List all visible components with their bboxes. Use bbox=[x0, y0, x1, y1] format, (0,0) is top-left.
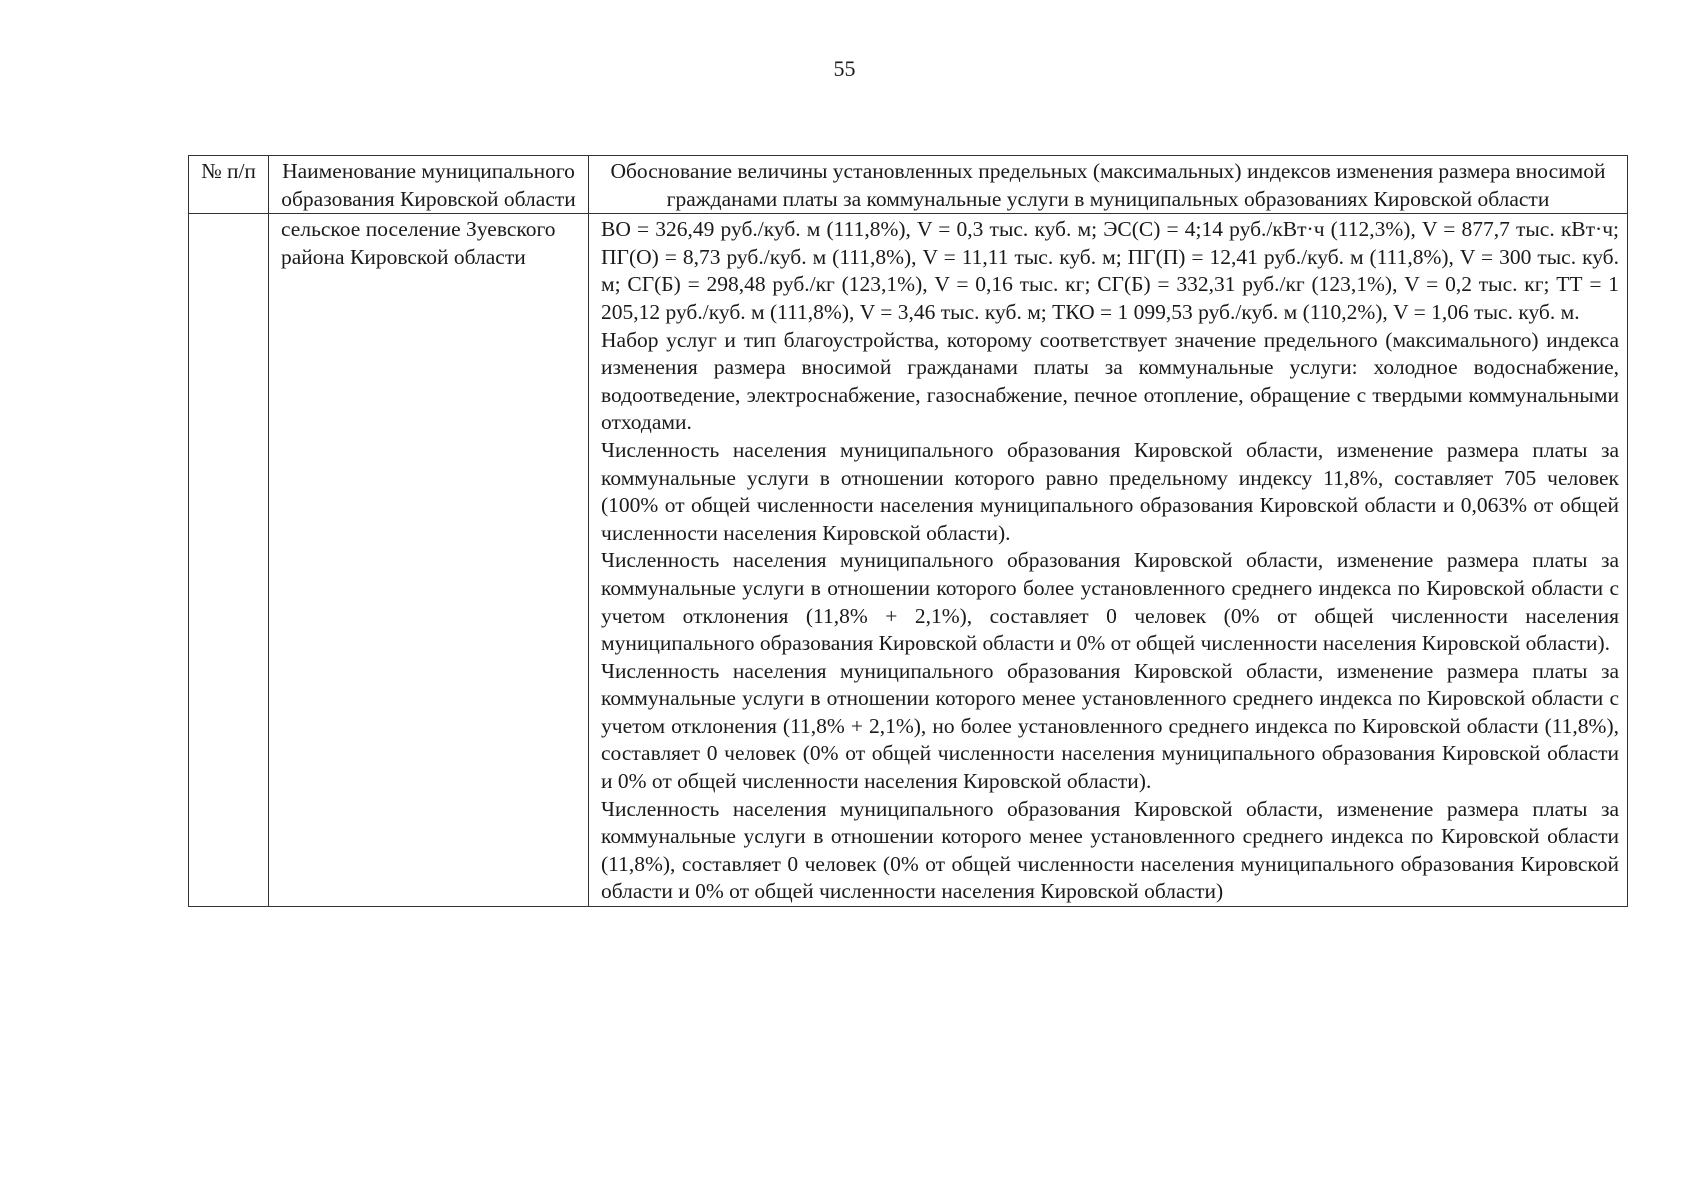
population-below-average-paragraph: Численность населения муниципального образования Кировской области, изменение размера платы за коммунальные услуги в отношении которого менее установленного среднего индекса по Кировской области (11,8%), составляет 0 человек (0% от общей численности населения муниципального образования Кировской области и 0% от общей численности населения Кировской области) bbox=[601, 796, 1619, 904]
table-row bbox=[189, 214, 1628, 907]
services-set-paragraph: Набор услуг и тип благоустройства, которому соответствует значение предельного (максимального) индекса изменения размера вносимой гражданами платы за коммунальные услуги: холодное водоснабжение, водоотведение, электроснабжение, газоснабжение, печное отопление, обращение с твердыми коммунальными отходами. bbox=[601, 327, 1619, 435]
page-number: 55 bbox=[833, 56, 856, 81]
table-header-row bbox=[189, 156, 1628, 214]
tariff-values-paragraph: ВО = 326,49 руб./куб. м (111,8%), V = 0,3 тыс. куб. м; ЭС(С) = 4;14 руб./кВт·ч (112,3%), V = 877,7 тыс. кВт·ч; ПГ(О) = 8,73 руб./куб. м (111,8%), V = 11,11 тыс. куб. м; ПГ(П) = 12,41 руб./куб. м (111,8%), V = 300 тыс. куб. м; СГ(Б) = 298,48 руб./кг (123,1%), V = 0,16 тыс. кг; СГ(Б) = 332,31 руб./кг (123,1%), V = 0,2 тыс. кг; ТТ = 1 205,12 руб./куб. м (111,8%), V = 3,46 тыс. куб. м; ТКО = 1 099,53 руб./куб. м (110,2%), V = 1,06 тыс. куб. м. bbox=[601, 217, 1619, 324]
header-number: № п/п bbox=[189, 156, 269, 214]
cell-municipality-name: сельское поселение Зуевского района Кировской области bbox=[269, 214, 589, 907]
header-index-basis: Обоснование величины установленных предельных (максимальных) индексов изменения размера вносимой гражданами платы за коммунальные услуги в муниципальных образованиях Кировской области bbox=[589, 156, 1628, 214]
population-above-deviation-paragraph: Численность населения муниципального образования Кировской области, изменение размера платы за коммунальные услуги в отношении которого более установленного среднего индекса по Кировской области с учетом отклонения (11,8% + 2,1%), составляет 0 человек (0% от общей численности населения муниципального образования Кировской области и 0% от общей численности населения Кировской области). bbox=[601, 548, 1619, 656]
cell-index-basis bbox=[589, 214, 1628, 907]
cell-number bbox=[189, 214, 269, 907]
header-municipality-name: Наименование муниципального образования Кировской области bbox=[269, 156, 589, 214]
population-between-paragraph: Численность населения муниципального образования Кировской области, изменение размера платы за коммунальные услуги в отношении которого менее установленного среднего индекса по Кировской области с учетом отклонения (11,8% + 2,1%), но более установленного среднего индекса по Кировской области (11,8%), составляет 0 человек (0% от общей численности населения муниципального образования Кировской области и 0% от общей численности населения Кировской области). bbox=[601, 658, 1619, 794]
population-equal-index-paragraph: Численность населения муниципального образования Кировской области, изменение размера платы за коммунальные услуги в отношении которого равно предельному индексу 11,8%, составляет 705 человек (100% от общей численности населения муниципального образования Кировской области и 0,063% от общей численности населения Кировской области). bbox=[601, 437, 1619, 545]
tariff-index-table bbox=[188, 155, 1628, 907]
